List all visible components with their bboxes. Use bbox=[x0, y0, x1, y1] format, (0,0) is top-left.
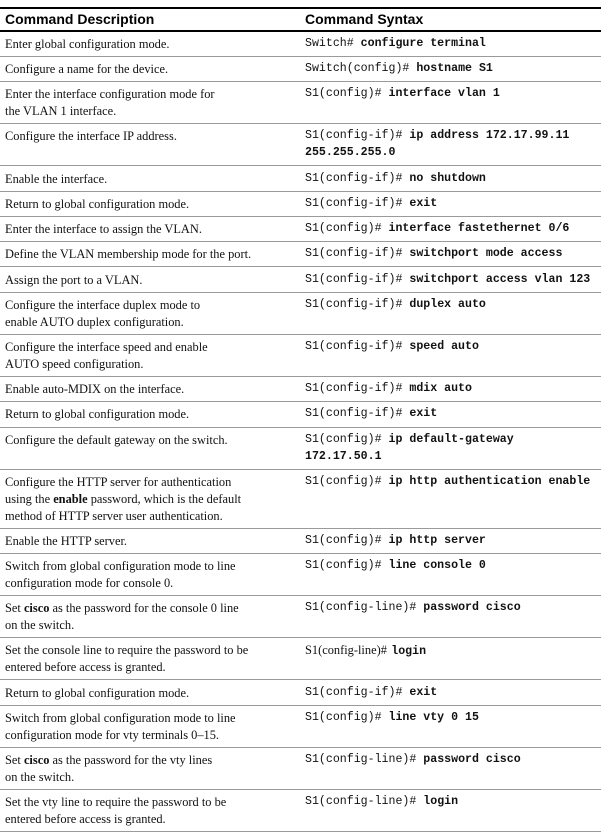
command-table bbox=[0, 7, 601, 832]
syntax-line bbox=[305, 710, 596, 727]
description-text: using the bbox=[5, 491, 54, 506]
description-cell bbox=[0, 128, 300, 162]
description-line: Enable the interface. bbox=[5, 171, 108, 186]
command-prompt: S1(config-if)# bbox=[305, 382, 403, 396]
syntax-cell bbox=[300, 685, 596, 702]
command-prompt: S1(config-if)# bbox=[305, 407, 403, 421]
syntax-line bbox=[305, 272, 596, 289]
table-row bbox=[0, 293, 601, 335]
command-prompt: S1(config-if)# bbox=[305, 685, 403, 699]
description-text: as the password for the console 0 line bbox=[49, 601, 239, 616]
command-text: hostname S1 bbox=[416, 61, 493, 75]
description-cell bbox=[0, 171, 300, 188]
syntax-cell bbox=[300, 36, 596, 53]
command-prompt: S1(config-if)# bbox=[305, 247, 403, 261]
description-line: Configure the default gateway on the switch. bbox=[5, 432, 228, 447]
syntax-line bbox=[305, 794, 596, 811]
syntax-cell bbox=[300, 246, 596, 263]
description-line: the VLAN 1 interface. bbox=[5, 104, 117, 119]
command-text: interface fastethernet 0/6 bbox=[388, 222, 570, 236]
syntax-cell bbox=[300, 642, 596, 676]
description-line: Configure the interface duplex mode to bbox=[5, 297, 201, 312]
syntax-cell bbox=[300, 272, 596, 289]
table-row bbox=[0, 428, 601, 470]
command-prompt: S1(config-if)# bbox=[305, 272, 403, 286]
table-row bbox=[0, 192, 601, 217]
description-line: Enable auto-MDIX on the interface. bbox=[5, 382, 185, 397]
description-line: Assign the port to a VLAN. bbox=[5, 272, 143, 287]
description-line bbox=[5, 752, 300, 769]
table-row bbox=[0, 748, 601, 790]
syntax-cell bbox=[300, 558, 596, 592]
syntax-cell bbox=[300, 533, 596, 550]
table-row bbox=[0, 57, 601, 82]
command-text: ip http server bbox=[388, 533, 486, 547]
syntax-line bbox=[305, 61, 596, 78]
syntax-line bbox=[305, 558, 596, 575]
command-prompt: S1(config)# bbox=[305, 87, 382, 101]
syntax-line bbox=[305, 246, 596, 263]
syntax-cell bbox=[300, 710, 596, 744]
description-line: entered before access is granted. bbox=[5, 812, 166, 827]
command-text: password cisco bbox=[423, 753, 521, 767]
description-cell bbox=[0, 794, 300, 828]
syntax-line bbox=[305, 474, 596, 491]
table-row bbox=[0, 706, 601, 748]
header-command-description: Command Description bbox=[5, 11, 155, 27]
command-text: login bbox=[391, 645, 427, 659]
description-line: method of HTTP server user authentication. bbox=[5, 508, 223, 523]
syntax-line bbox=[305, 297, 596, 314]
description-text: Set bbox=[5, 753, 24, 768]
header-command-syntax: Command Syntax bbox=[305, 11, 424, 27]
table-row bbox=[0, 377, 601, 402]
syntax-cell bbox=[300, 297, 596, 331]
table-body bbox=[0, 32, 601, 833]
syntax-cell bbox=[300, 752, 596, 786]
syntax-cell bbox=[300, 381, 596, 398]
table-row bbox=[0, 242, 601, 267]
command-prompt: S1(config-line)# bbox=[305, 643, 387, 658]
syntax-line bbox=[305, 381, 596, 398]
description-line: Configure a name for the device. bbox=[5, 61, 169, 76]
table-row bbox=[0, 402, 601, 427]
syntax-line bbox=[305, 685, 596, 702]
table-row bbox=[0, 596, 601, 638]
command-prompt: S1(config)# bbox=[305, 710, 382, 724]
description-cell bbox=[0, 558, 300, 592]
description-line: Configure the interface IP address. bbox=[5, 129, 177, 144]
syntax-line bbox=[305, 752, 596, 769]
syntax-line bbox=[305, 128, 596, 145]
bold-keyword: enable bbox=[53, 491, 88, 506]
command-text: configure terminal bbox=[360, 36, 486, 50]
description-cell bbox=[0, 246, 300, 263]
syntax-line bbox=[305, 432, 596, 449]
command-text: 172.17.50.1 bbox=[305, 449, 382, 463]
description-line: on the switch. bbox=[5, 618, 75, 633]
syntax-line bbox=[305, 406, 596, 423]
syntax-cell bbox=[300, 474, 596, 525]
table-row bbox=[0, 335, 601, 377]
description-cell bbox=[0, 474, 300, 525]
command-prompt: S1(config-if)# bbox=[305, 171, 403, 185]
command-prompt: S1(config-if)# bbox=[305, 196, 403, 210]
table-row bbox=[0, 267, 601, 292]
bold-keyword: cisco bbox=[23, 601, 50, 616]
description-line: Configure the HTTP server for authentication bbox=[5, 474, 232, 489]
command-prompt: S1(config-if)# bbox=[305, 340, 403, 354]
table-row bbox=[0, 554, 601, 596]
description-line: Enter the interface configuration mode for bbox=[5, 87, 215, 102]
description-cell bbox=[0, 339, 300, 373]
table-row bbox=[0, 217, 601, 242]
command-prompt: S1(config-line)# bbox=[305, 601, 417, 615]
description-line: Switch from global configuration mode to line bbox=[5, 559, 236, 574]
table-row bbox=[0, 638, 601, 680]
command-prompt: S1(config)# bbox=[305, 222, 382, 236]
description-line: Set the vty line to require the password to be bbox=[5, 795, 227, 810]
description-text: Set bbox=[5, 601, 24, 616]
description-line bbox=[5, 491, 300, 508]
description-line: Enter global configuration mode. bbox=[5, 36, 170, 51]
description-cell bbox=[0, 297, 300, 331]
syntax-cell bbox=[300, 128, 596, 162]
syntax-line bbox=[305, 196, 596, 213]
syntax-line bbox=[305, 642, 596, 659]
syntax-cell bbox=[300, 61, 596, 78]
description-cell bbox=[0, 685, 300, 702]
command-text: exit bbox=[409, 196, 438, 210]
command-text: duplex auto bbox=[409, 297, 486, 311]
syntax-line bbox=[305, 171, 596, 188]
command-prompt: S1(config)# bbox=[305, 432, 382, 446]
description-cell bbox=[0, 36, 300, 53]
description-cell bbox=[0, 642, 300, 676]
syntax-cell bbox=[300, 406, 596, 423]
description-cell bbox=[0, 221, 300, 238]
syntax-cell bbox=[300, 196, 596, 213]
syntax-cell bbox=[300, 221, 596, 238]
description-line: Define the VLAN membership mode for the port. bbox=[5, 247, 252, 262]
description-text: password, which is the default bbox=[87, 491, 242, 506]
command-text: line vty 0 15 bbox=[388, 710, 479, 724]
syntax-cell bbox=[300, 794, 596, 828]
description-line: entered before access is granted. bbox=[5, 660, 166, 675]
description-cell bbox=[0, 406, 300, 423]
command-text: switchport mode access bbox=[409, 247, 563, 261]
syntax-cell bbox=[300, 86, 596, 120]
command-text: interface vlan 1 bbox=[388, 87, 500, 101]
command-prompt: S1(config-if)# bbox=[305, 129, 403, 143]
command-text: speed auto bbox=[409, 340, 479, 354]
description-line: on the switch. bbox=[5, 769, 75, 784]
description-text: as the password for the vty lines bbox=[49, 753, 213, 768]
description-line: Return to global configuration mode. bbox=[5, 407, 190, 422]
description-cell bbox=[0, 61, 300, 78]
description-cell bbox=[0, 432, 300, 466]
syntax-line bbox=[305, 145, 596, 162]
description-line: Enter the interface to assign the VLAN. bbox=[5, 222, 202, 237]
table-row bbox=[0, 790, 601, 832]
table-row bbox=[0, 124, 601, 166]
syntax-cell bbox=[300, 339, 596, 373]
command-prompt: Switch(config)# bbox=[305, 61, 410, 75]
description-cell bbox=[0, 196, 300, 213]
command-text: password cisco bbox=[423, 601, 521, 615]
command-text: mdix auto bbox=[409, 382, 472, 396]
description-line bbox=[5, 600, 300, 617]
table-row bbox=[0, 680, 601, 705]
description-cell bbox=[0, 86, 300, 120]
command-prompt: S1(config)# bbox=[305, 559, 382, 573]
command-text: ip address 172.17.99.11 bbox=[409, 129, 570, 143]
command-prompt: S1(config-line)# bbox=[305, 795, 417, 809]
description-cell bbox=[0, 272, 300, 289]
description-cell bbox=[0, 381, 300, 398]
command-text: ip http authentication enable bbox=[388, 474, 591, 488]
command-text: ip default-gateway bbox=[388, 432, 514, 446]
description-line: Configure the interface speed and enable bbox=[5, 340, 208, 355]
description-line: Set the console line to require the password to be bbox=[5, 643, 249, 658]
description-cell bbox=[0, 710, 300, 744]
command-text: switchport access vlan 123 bbox=[409, 272, 591, 286]
command-prompt: S1(config)# bbox=[305, 474, 382, 488]
table-row bbox=[0, 82, 601, 124]
command-text: no shutdown bbox=[409, 171, 486, 185]
syntax-line bbox=[305, 533, 596, 550]
command-text: exit bbox=[409, 685, 438, 699]
command-text: exit bbox=[409, 407, 438, 421]
description-cell bbox=[0, 600, 300, 634]
table-row bbox=[0, 470, 601, 529]
description-line: Switch from global configuration mode to line bbox=[5, 710, 236, 725]
description-line: configuration mode for console 0. bbox=[5, 576, 174, 591]
description-cell bbox=[0, 533, 300, 550]
description-line: Enable the HTTP server. bbox=[5, 533, 128, 548]
command-prompt: S1(config-line)# bbox=[305, 753, 417, 767]
table-row bbox=[0, 529, 601, 554]
syntax-line bbox=[305, 339, 596, 356]
table-row bbox=[0, 166, 601, 191]
syntax-cell bbox=[300, 600, 596, 634]
description-line: enable AUTO duplex configuration. bbox=[5, 314, 184, 329]
command-text: 255.255.255.0 bbox=[305, 146, 396, 160]
description-line: configuration mode for vty terminals 0–15. bbox=[5, 727, 220, 742]
description-cell bbox=[0, 752, 300, 786]
description-line: Return to global configuration mode. bbox=[5, 685, 190, 700]
syntax-cell bbox=[300, 171, 596, 188]
syntax-line bbox=[305, 449, 596, 466]
table-header bbox=[0, 7, 601, 32]
command-text: login bbox=[423, 795, 459, 809]
command-text: line console 0 bbox=[388, 559, 486, 573]
syntax-line bbox=[305, 86, 596, 103]
bold-keyword: cisco bbox=[23, 753, 50, 768]
syntax-line bbox=[305, 36, 596, 53]
table-row bbox=[0, 32, 601, 57]
description-line: AUTO speed configuration. bbox=[5, 356, 144, 371]
syntax-line bbox=[305, 600, 596, 617]
command-prompt: S1(config)# bbox=[305, 533, 382, 547]
command-prompt: S1(config-if)# bbox=[305, 297, 403, 311]
syntax-line bbox=[305, 221, 596, 238]
description-line: Return to global configuration mode. bbox=[5, 196, 190, 211]
command-prompt: Switch# bbox=[305, 36, 354, 50]
syntax-cell bbox=[300, 432, 596, 466]
